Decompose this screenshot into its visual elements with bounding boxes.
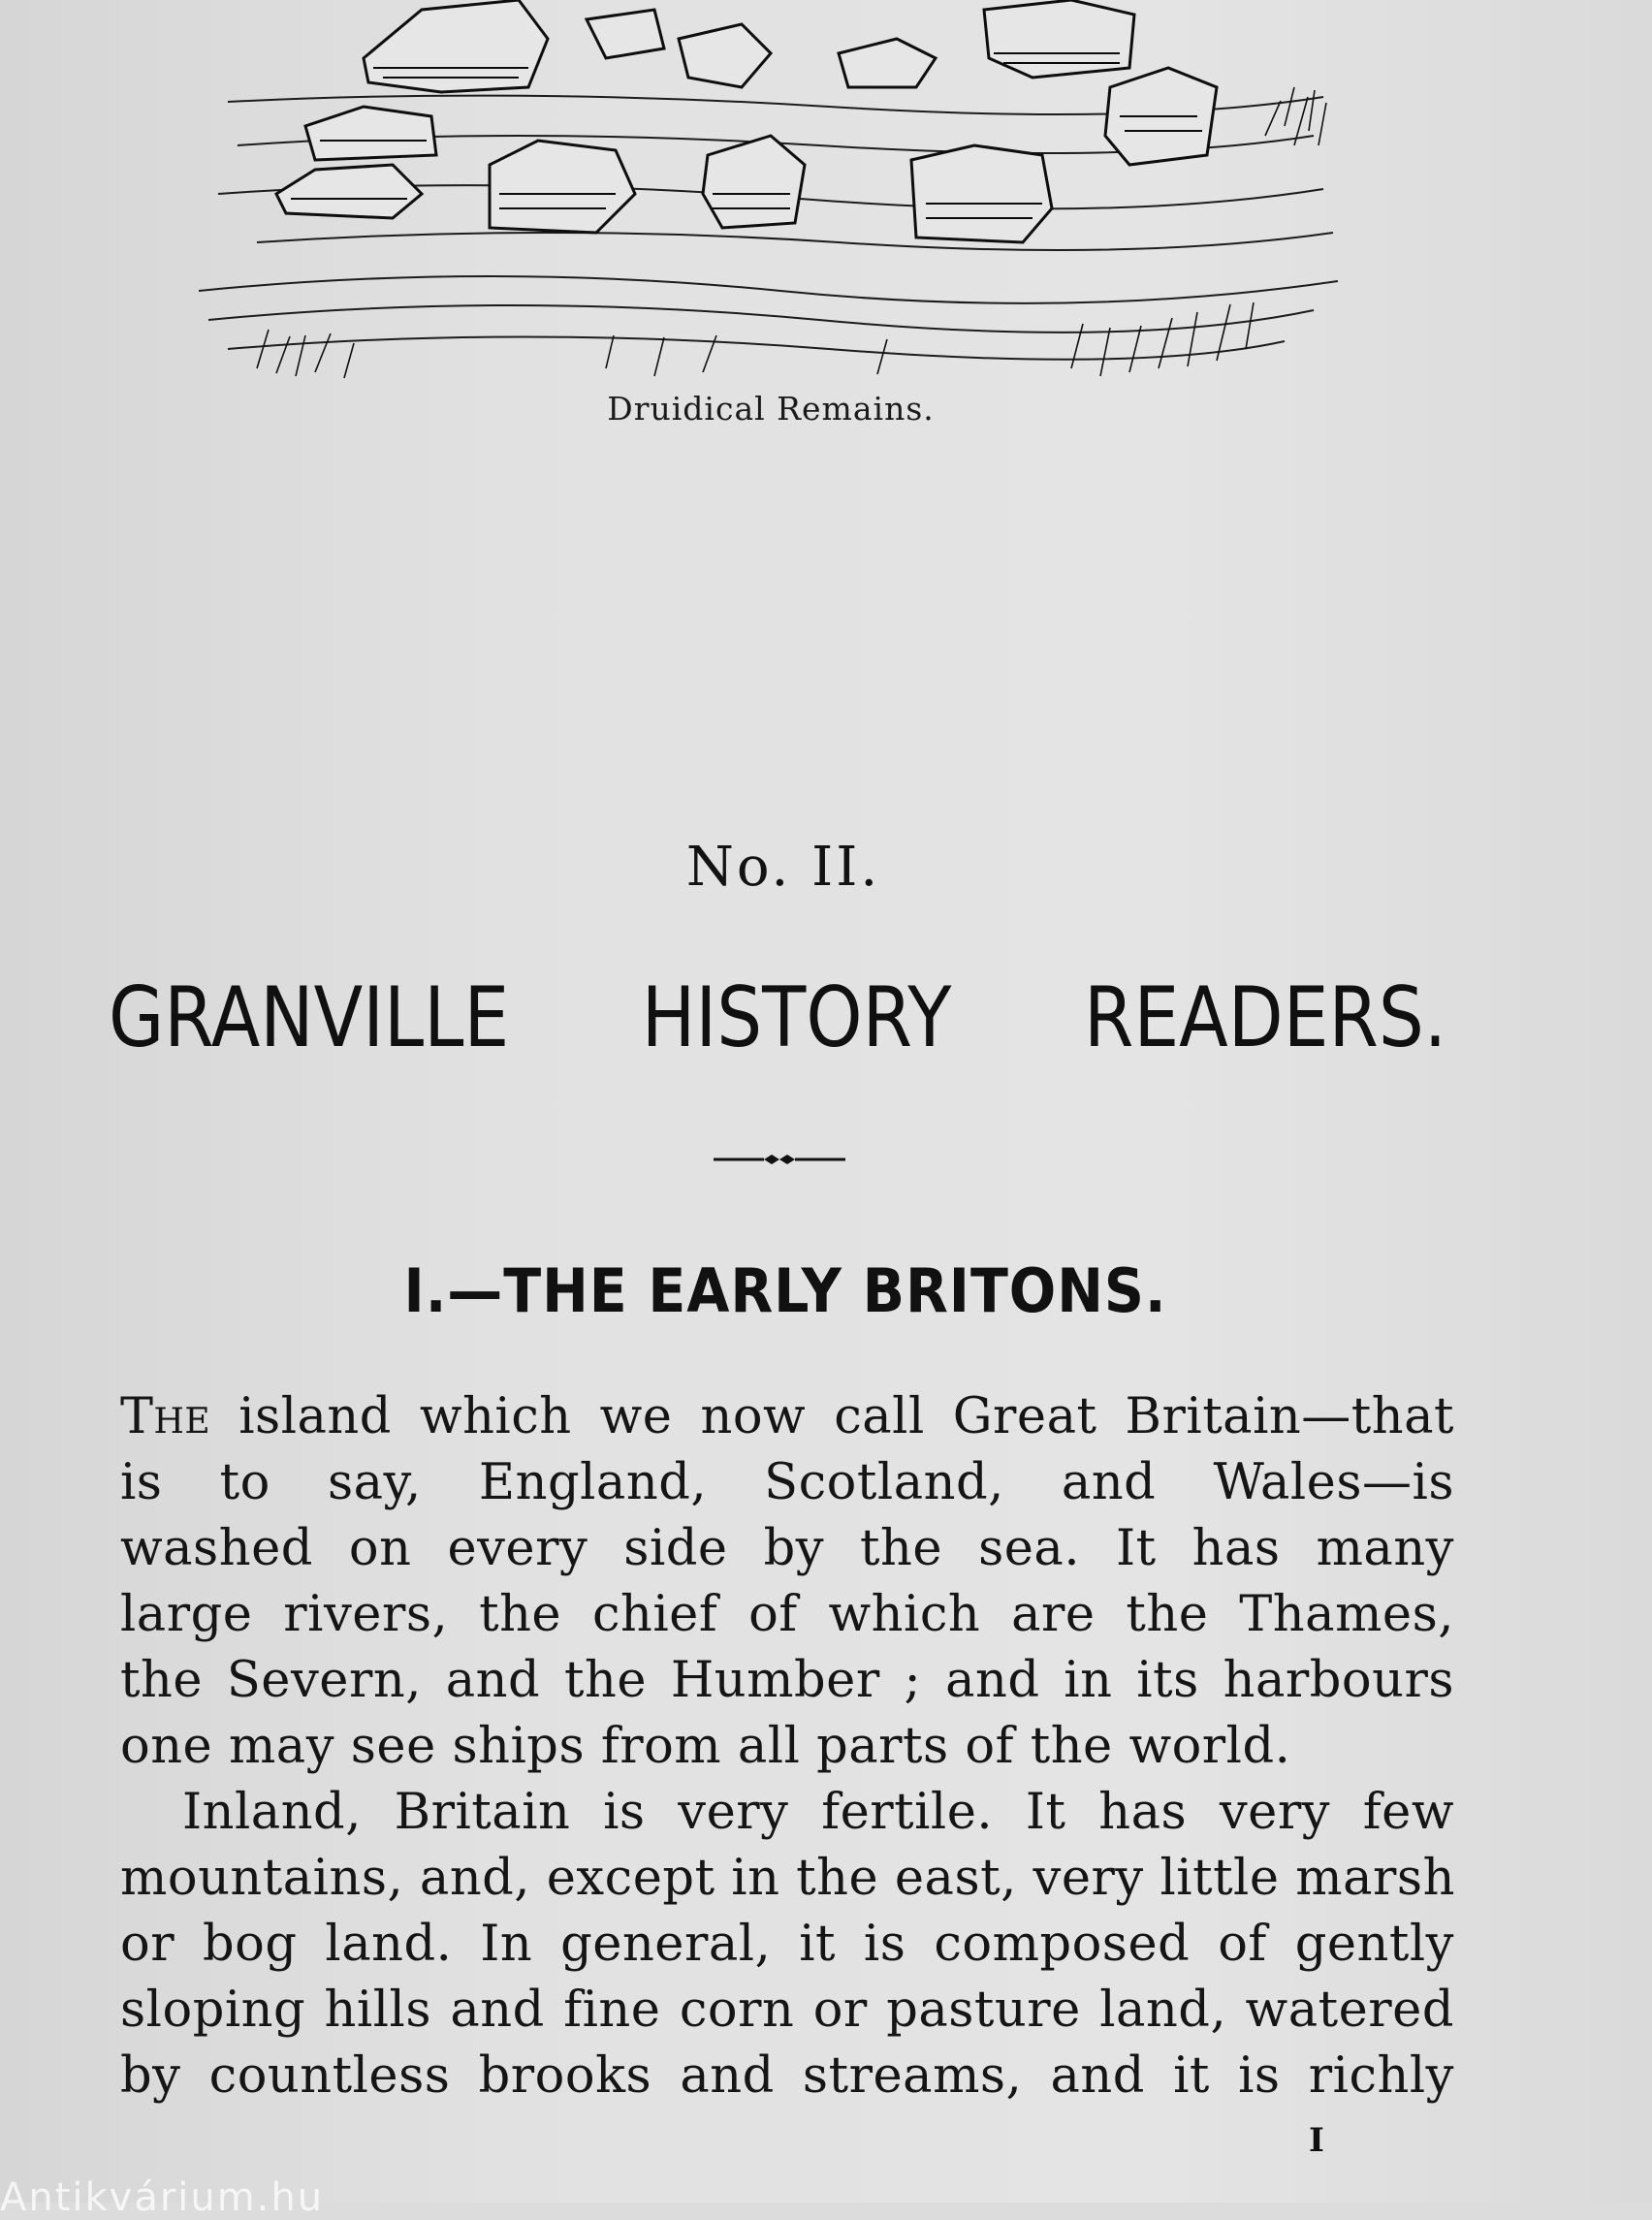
text-line: one may see ships from all parts of the world. xyxy=(120,1718,1291,1775)
stone-circle-engraving-icon xyxy=(199,0,1338,383)
text-line: mountains, and, except in the east, very little marsh xyxy=(120,1850,1455,1907)
paragraph xyxy=(120,1780,1454,2109)
text-line: large rivers, the chief of which are the Thames, xyxy=(120,1586,1454,1643)
series-word: READERS. xyxy=(1084,969,1447,1066)
series-word: GRANVILLE xyxy=(109,969,510,1066)
paragraph xyxy=(120,1384,1454,1780)
ornamental-rule-icon xyxy=(714,1150,845,1169)
series-word: HISTORY xyxy=(641,969,952,1066)
text-line: washed on every side by the sea. It has many xyxy=(120,1520,1454,1577)
text-line: The island which we now call Great Britain—that xyxy=(120,1388,1454,1445)
text-line: by countless brooks and streams, and it is richly xyxy=(120,2047,1454,2105)
body-text xyxy=(120,1384,1454,2109)
watermark: Antikvárium.hu xyxy=(0,2175,325,2220)
illustration-caption: Druidical Remains. xyxy=(607,390,935,428)
page-number: I xyxy=(1309,2121,1324,2160)
volume-number: No. II. xyxy=(685,836,881,899)
series-title xyxy=(109,969,1446,1066)
text-line: Inland, Britain is very fertile. It has very few xyxy=(182,1784,1454,1841)
drop-lead-word: The xyxy=(120,1388,211,1445)
text-line: or bog land. In general, it is composed of gently xyxy=(120,1916,1454,1973)
text-line: the Severn, and the Humber ; and in its harbours xyxy=(120,1652,1454,1709)
text-line: is to say, England, Scotland, and Wales—is xyxy=(120,1454,1454,1511)
chapter-title: I.—THE EARLY BRITONS. xyxy=(403,1255,1167,1326)
text-line: sloping hills and fine corn or pasture land, watered xyxy=(120,1982,1454,2039)
